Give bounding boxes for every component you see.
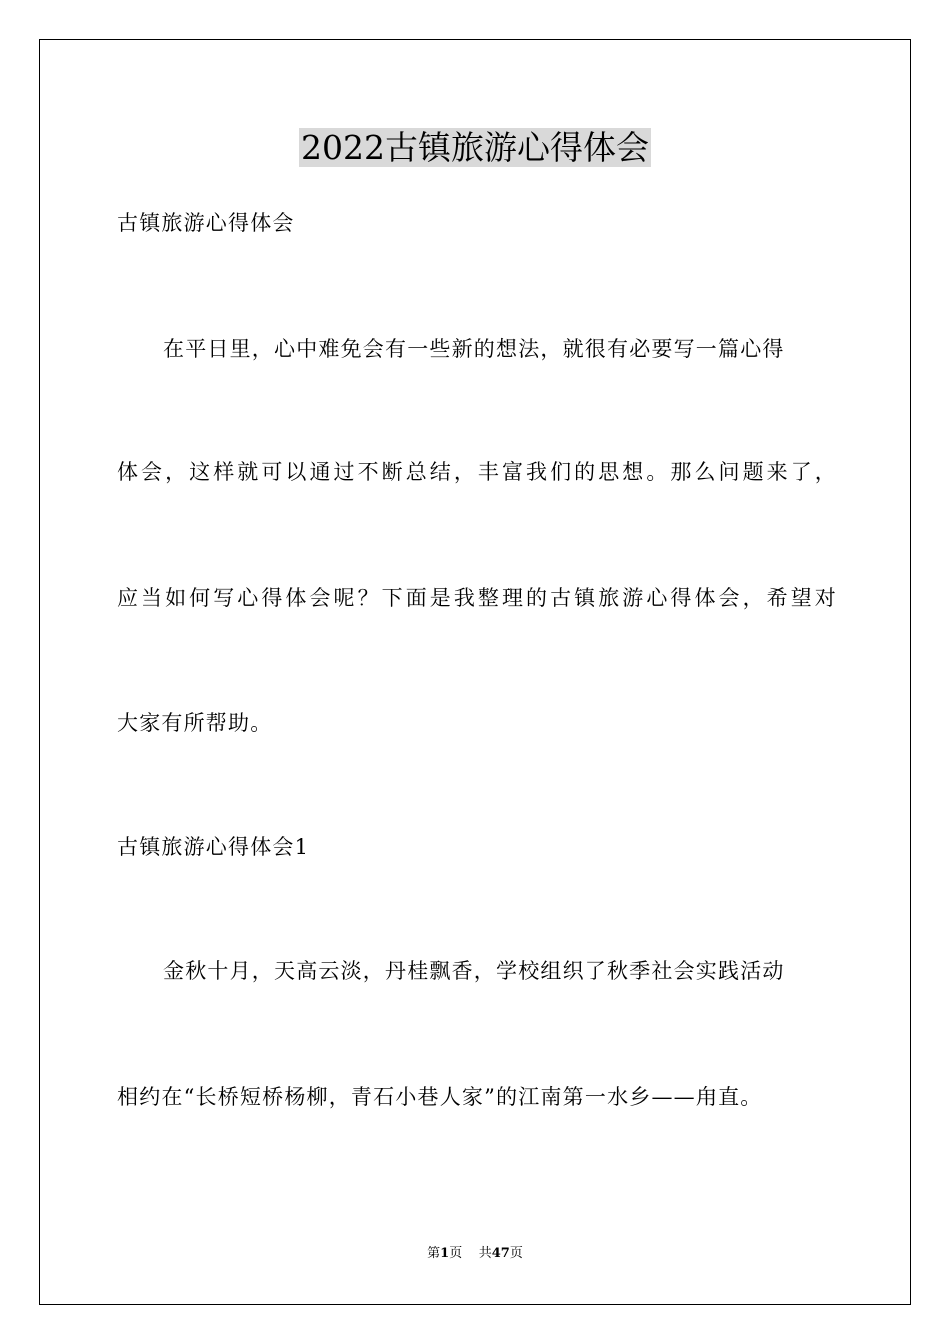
footer-total-pages: 47: [491, 1246, 510, 1261]
document-title: [0, 126, 950, 170]
intro-line-2: 体会，这样就可以通过不断总结，丰富我们的思想。那么问题来了，: [117, 460, 837, 484]
document-subtitle: 古镇旅游心得体会: [117, 211, 295, 235]
footer-total-prefix: 共: [478, 1246, 492, 1261]
intro-line-3: 应当如何写心得体会呢？下面是我整理的古镇旅游心得体会，希望对: [117, 586, 837, 610]
footer-page-suffix: 页: [449, 1246, 463, 1261]
intro-line-1: 在平日里，心中难免会有一些新的想法，就很有必要写一篇心得: [163, 337, 785, 361]
document-title-text: 2022古镇旅游心得体会: [301, 128, 649, 167]
intro-line-4: 大家有所帮助。: [117, 711, 273, 735]
footer-page-number: 1: [440, 1246, 450, 1261]
footer-total-suffix: 页: [509, 1246, 523, 1261]
page-footer: [0, 1245, 950, 1263]
section-1-heading: 古镇旅游心得体会1: [117, 835, 310, 859]
section-1-line-1: 金秋十月，天高云淡，丹桂飘香，学校组织了秋季社会实践活动: [163, 959, 785, 983]
footer-page-prefix: 第: [427, 1246, 441, 1261]
section-1-line-2: 相约在“长桥短桥杨柳，青石小巷人家”的江南第一水乡——甪直。: [117, 1085, 763, 1109]
